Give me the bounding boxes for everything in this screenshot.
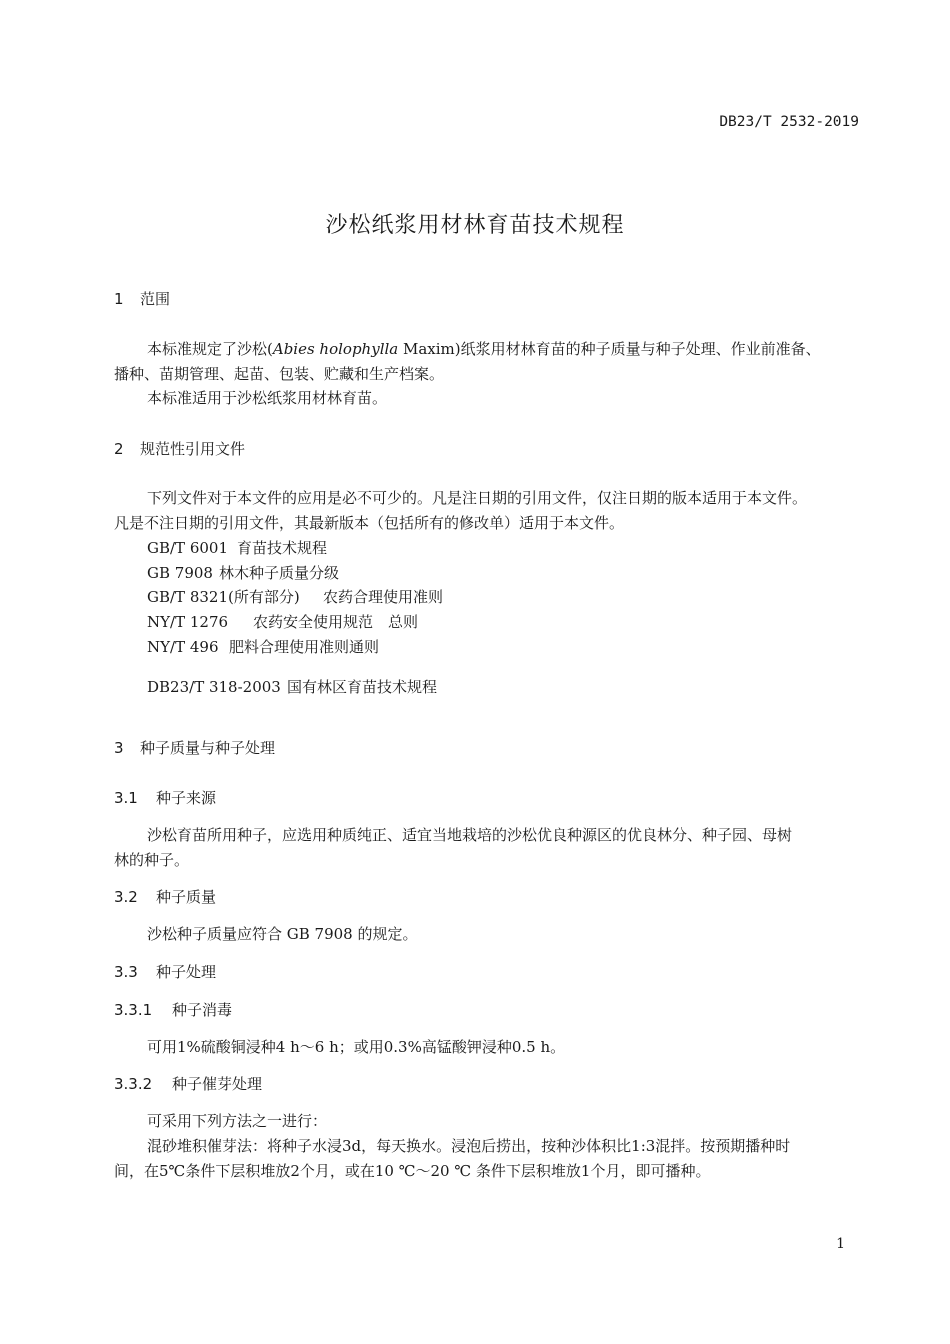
reference-code: DB23/T 318-2003 bbox=[147, 678, 281, 696]
paragraph bbox=[147, 338, 821, 359]
paragraph: 沙松育苗所用种子，应选用种质纯正、适宜当地栽培的沙松优良种源区的优良林分、种子园、母树 bbox=[147, 826, 793, 844]
subsection-3-3-1-heading bbox=[114, 999, 232, 1020]
text-run: 本标准规定了沙松( bbox=[147, 340, 273, 358]
section-1-heading bbox=[114, 288, 170, 309]
paragraph-line: 林的种子。 bbox=[114, 851, 190, 869]
reference-item bbox=[147, 586, 443, 607]
subsection-3-3-2-heading bbox=[114, 1073, 262, 1094]
reference-item bbox=[147, 537, 327, 558]
section-number: 3.3.2 bbox=[114, 1075, 153, 1093]
section-title: 种子质量与种子处理 bbox=[140, 739, 276, 757]
reference-name: 林木种子质量分级 bbox=[219, 564, 340, 582]
section-title: 种子来源 bbox=[156, 789, 217, 807]
section-title: 种子消毒 bbox=[172, 1001, 233, 1019]
paragraph: 沙松种子质量应符合 GB 7908 的规定。 bbox=[147, 925, 418, 943]
paragraph-line: 间，在5℃条件下层积堆放2个月，或在10 ℃～20 ℃ 条件下层积堆放1个月，即可播种。 bbox=[114, 1162, 711, 1180]
section-title: 种子质量 bbox=[156, 888, 217, 906]
reference-name: 国有林区育苗技术规程 bbox=[287, 678, 438, 696]
subsection-3-2-heading bbox=[114, 886, 216, 907]
paragraph: 混砂堆积催芽法：将种子水浸3d，每天换水。浸泡后捞出，按种沙体积比1:3混拌。按预期播种时 bbox=[147, 1137, 791, 1155]
section-number: 3.2 bbox=[114, 888, 138, 906]
reference-item bbox=[147, 611, 418, 632]
section-title: 种子处理 bbox=[156, 963, 217, 981]
section-number: 3 bbox=[114, 739, 124, 757]
page-number: 1 bbox=[836, 1236, 845, 1252]
section-number: 3.1 bbox=[114, 789, 138, 807]
subsection-3-1-heading bbox=[114, 787, 216, 808]
reference-code: GB/T 6001 bbox=[147, 539, 229, 557]
reference-code: NY/T 1276 bbox=[147, 613, 229, 631]
section-2-heading bbox=[114, 438, 245, 459]
reference-item bbox=[147, 676, 437, 697]
paragraph: 下列文件对于本文件的应用是必不可少的。凡是注日期的引用文件，仅注日期的版本适用于本文件。 bbox=[147, 489, 808, 507]
reference-name: 肥料合理使用准则通则 bbox=[229, 638, 380, 656]
section-number: 2 bbox=[114, 440, 124, 458]
document-code: DB23/T 2532-2019 bbox=[719, 114, 859, 130]
reference-name: 农药安全使用规范 总则 bbox=[253, 613, 419, 631]
reference-item bbox=[147, 636, 379, 657]
section-title: 范围 bbox=[140, 290, 171, 308]
paragraph-line: 播种、苗期管理、起苗、包装、贮藏和生产档案。 bbox=[114, 365, 445, 383]
section-3-heading bbox=[114, 737, 275, 758]
reference-name: 农药合理使用准则 bbox=[323, 588, 444, 606]
section-number: 1 bbox=[114, 290, 124, 308]
reference-item bbox=[147, 562, 339, 583]
reference-code: GB 7908 bbox=[147, 564, 213, 582]
paragraph: 可采用下列方法之一进行： bbox=[147, 1112, 328, 1130]
reference-code: NY/T 496 bbox=[147, 638, 219, 656]
section-number: 3.3.1 bbox=[114, 1001, 153, 1019]
latin-name: Abies holophylla bbox=[272, 340, 399, 358]
reference-code: GB/T 8321(所有部分) bbox=[147, 588, 300, 606]
section-title: 种子催芽处理 bbox=[172, 1075, 263, 1093]
subsection-3-3-heading bbox=[114, 961, 216, 982]
section-title: 规范性引用文件 bbox=[140, 440, 246, 458]
paragraph: 可用1%硫酸铜浸种4 h～6 h；或用0.3%高锰酸钾浸种0.5 h。 bbox=[147, 1038, 566, 1056]
reference-name: 育苗技术规程 bbox=[237, 539, 328, 557]
text-run: Maxim)纸浆用材林育苗的种子质量与种子处理、作业前准备、 bbox=[398, 340, 821, 358]
paragraph: 本标准适用于沙松纸浆用材林育苗。 bbox=[147, 389, 388, 407]
document-title: 沙松纸浆用材林育苗技术规程 bbox=[325, 213, 625, 238]
paragraph-line: 凡是不注日期的引用文件，其最新版本（包括所有的修改单）适用于本文件。 bbox=[114, 514, 625, 532]
section-number: 3.3 bbox=[114, 963, 138, 981]
